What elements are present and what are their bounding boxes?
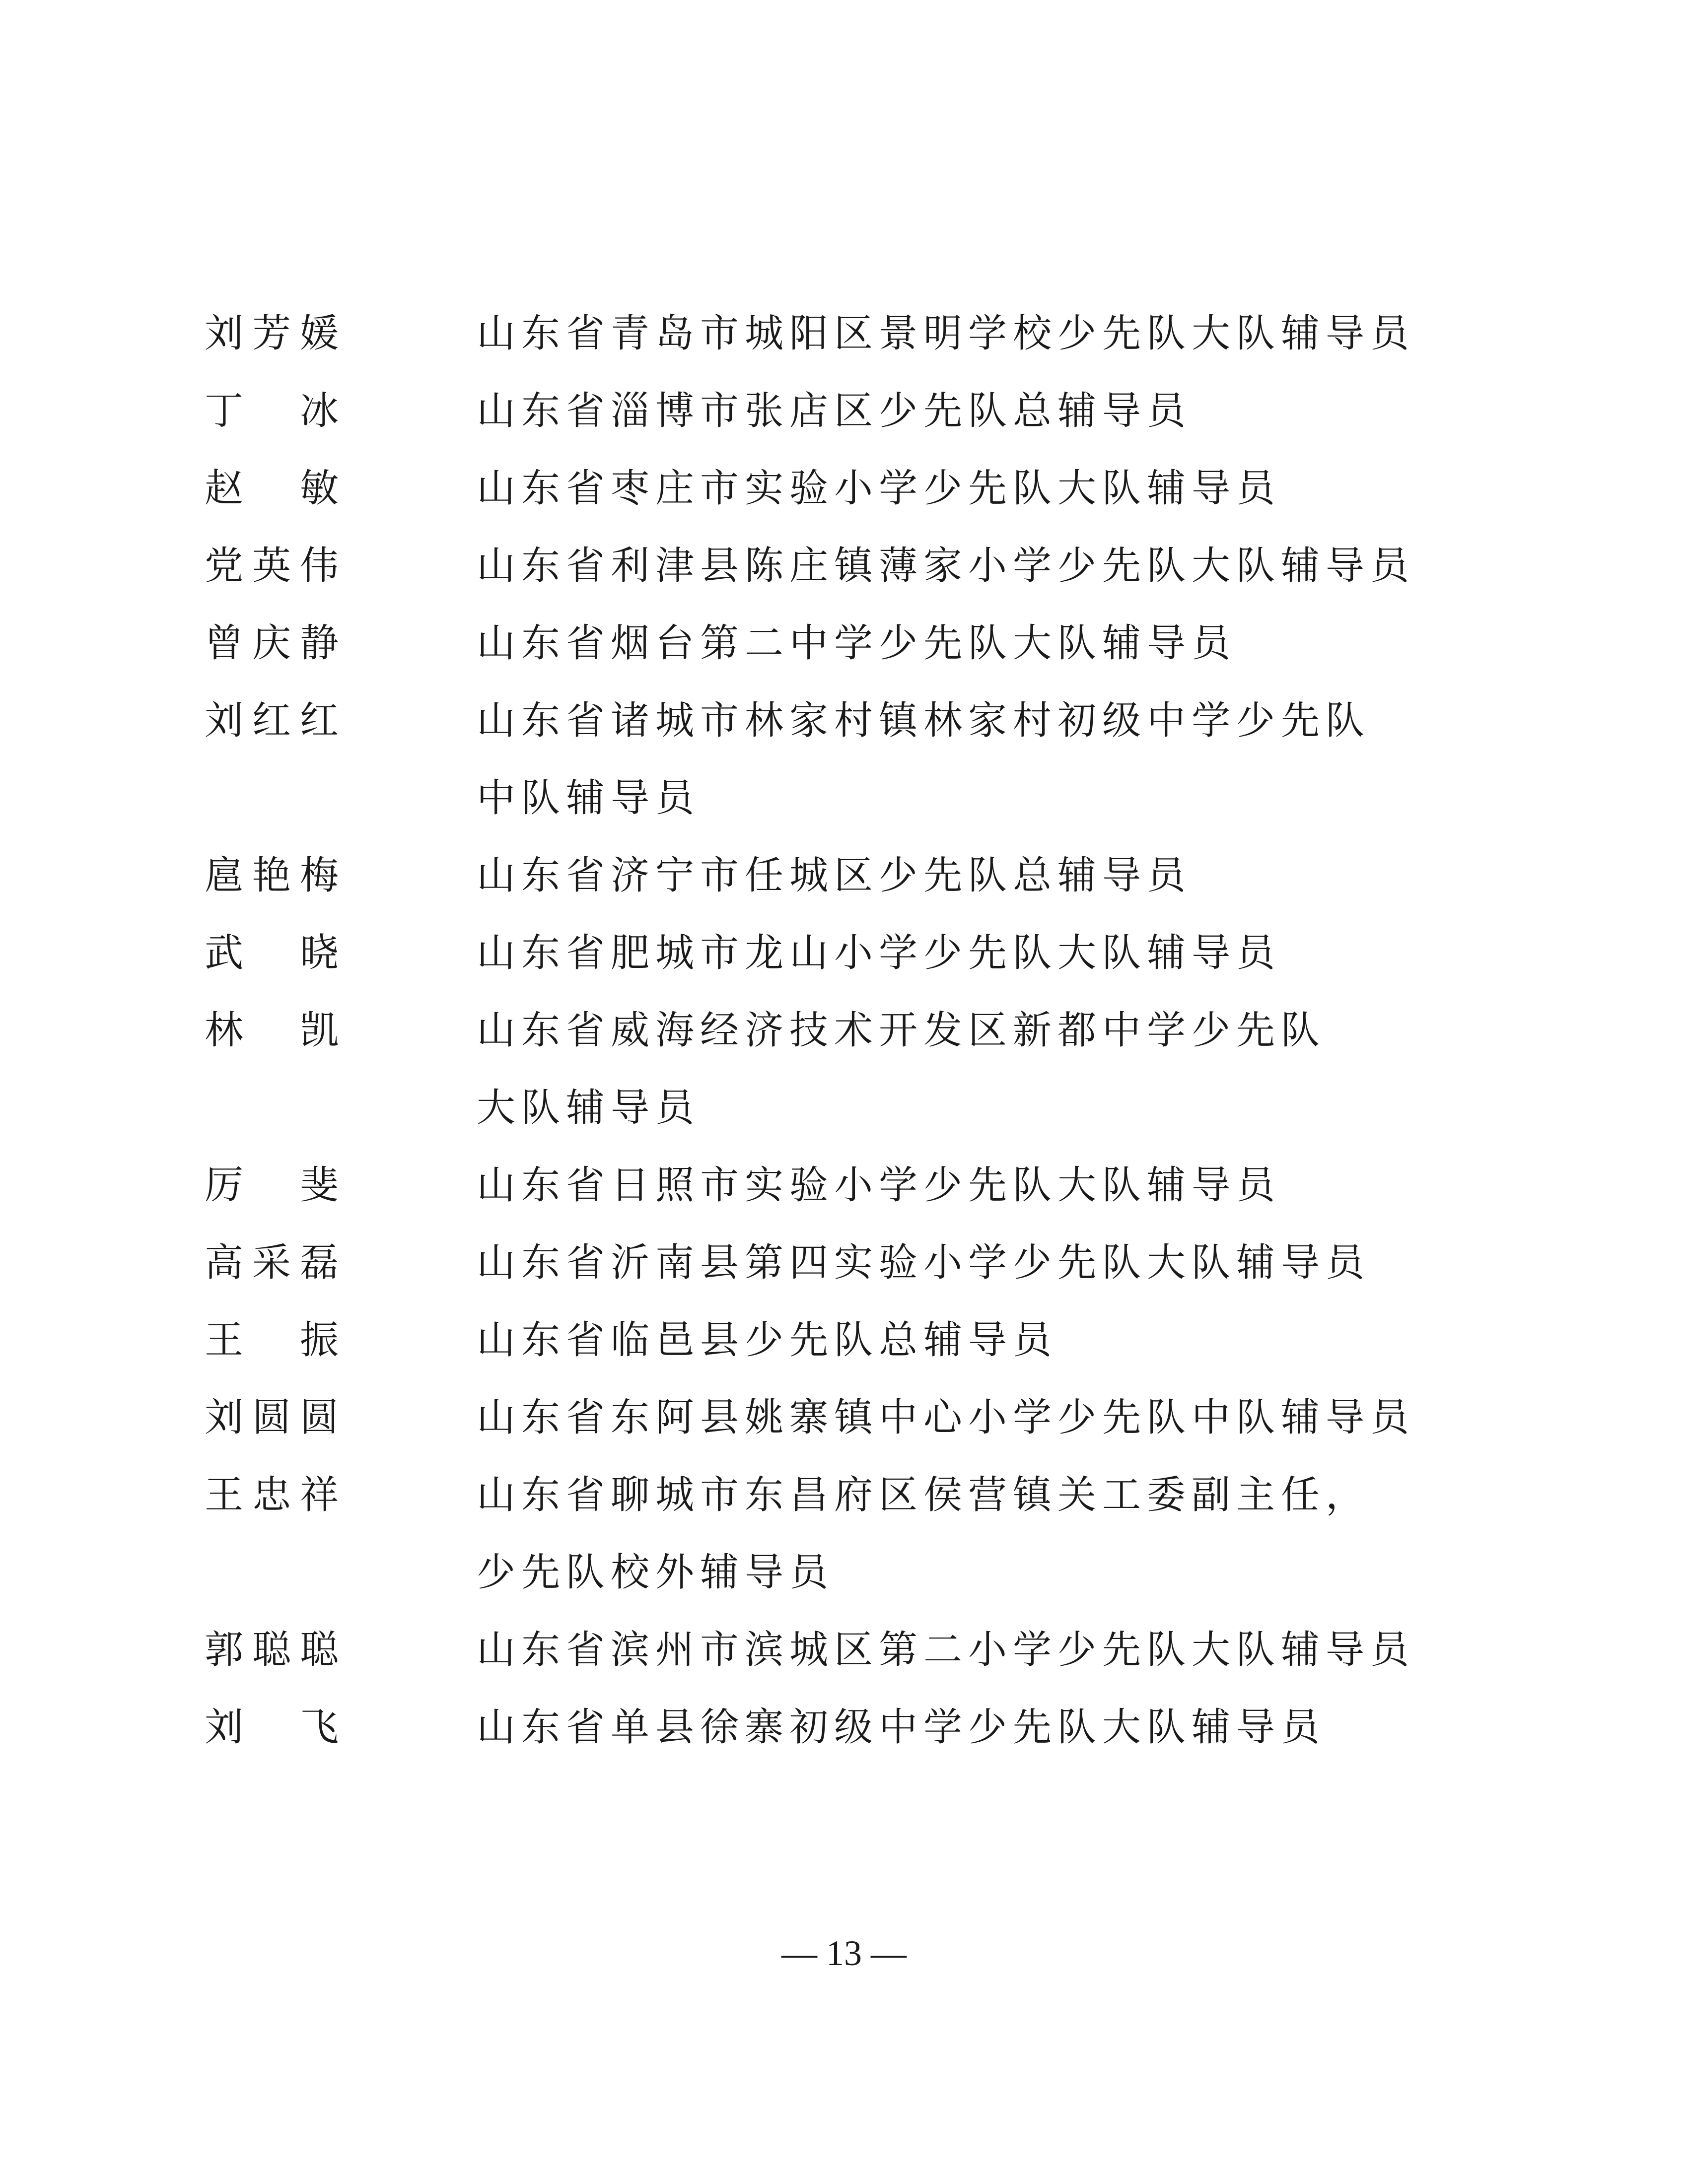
- name-char: 凯: [299, 1008, 339, 1053]
- name-char: 刘: [205, 1395, 244, 1440]
- name-char: 冰: [299, 389, 339, 433]
- honoree-organization: 山东省诸城市林家村镇林家村初级中学少先队: [477, 698, 1371, 743]
- name-char: 扈: [205, 853, 244, 898]
- honoree-organization: 山东省日照市实验小学少先队大队辅导员: [477, 1163, 1281, 1208]
- honoree-organization: 山东省威海经济技术开发区新都中学少先队: [477, 1008, 1326, 1053]
- name-char: 斐: [299, 1163, 339, 1208]
- name-char: 采: [252, 1240, 291, 1285]
- name-char: 梅: [299, 853, 339, 898]
- honoree-organization: 山东省东阿县姚寨镇中心小学少先队中队辅导员: [477, 1395, 1415, 1440]
- name-char: 丁: [205, 389, 244, 433]
- name-char: 厉: [205, 1163, 244, 1208]
- honoree-name: [205, 928, 339, 978]
- honoree-organization-continued: 少先队校外辅导员: [477, 1550, 835, 1595]
- name-char: 刘: [205, 1705, 244, 1750]
- honoree-name: [205, 1160, 339, 1210]
- name-char: 红: [252, 698, 291, 743]
- honoree-organization: 山东省枣庄市实验小学少先队大队辅导员: [477, 466, 1281, 511]
- name-char: 圆: [299, 1395, 339, 1440]
- honoree-organization: 山东省聊城市东昌府区侯营镇关工委副主任，: [477, 1473, 1371, 1517]
- honoree-name: [205, 1703, 339, 1752]
- name-char: 媛: [299, 311, 339, 356]
- page-number: — 13 —: [781, 1933, 907, 1973]
- honoree-name: [205, 1238, 339, 1288]
- name-char: 庆: [252, 621, 291, 666]
- name-char: 曾: [205, 621, 244, 666]
- honoree-name: [205, 1006, 339, 1055]
- honoree-organization: 山东省单县徐寨初级中学少先队大队辅导员: [477, 1705, 1326, 1750]
- honoree-organization: 山东省淄博市张店区少先队总辅导员: [477, 389, 1192, 433]
- honoree-name: [205, 541, 339, 591]
- name-char: 伟: [299, 544, 339, 588]
- honoree-organization: 山东省临邑县少先队总辅导员: [477, 1318, 1058, 1363]
- name-char: 赵: [205, 466, 244, 511]
- name-char: 红: [299, 698, 339, 743]
- honoree-organization: 山东省济宁市任城区少先队总辅导员: [477, 853, 1192, 898]
- honoree-organization: 山东省利津县陈庄镇薄家小学少先队大队辅导员: [477, 544, 1415, 588]
- name-char: 祥: [299, 1473, 339, 1517]
- name-char: 武: [205, 931, 244, 975]
- honoree-name: [205, 464, 339, 513]
- honoree-name: [205, 696, 339, 746]
- honoree-name: [205, 1625, 339, 1675]
- honoree-name: [205, 309, 339, 358]
- name-char: 刘: [205, 311, 244, 356]
- honoree-organization: 山东省滨州市滨城区第二小学少先队大队辅导员: [477, 1628, 1415, 1672]
- honoree-organization-continued: 中队辅导员: [477, 776, 701, 820]
- name-char: 忠: [252, 1473, 291, 1517]
- name-char: 圆: [252, 1395, 291, 1440]
- honoree-name: [205, 618, 339, 668]
- name-char: 聪: [252, 1628, 291, 1672]
- honoree-name: [205, 386, 339, 436]
- honoree-name: [205, 851, 339, 900]
- name-char: 敏: [299, 466, 339, 511]
- name-char: 英: [252, 544, 291, 588]
- name-char: 磊: [299, 1240, 339, 1285]
- name-char: 高: [205, 1240, 244, 1285]
- honoree-organization-continued: 大队辅导员: [477, 1086, 701, 1130]
- name-char: 晓: [299, 931, 339, 975]
- honoree-name: [205, 1393, 339, 1442]
- name-char: 静: [299, 621, 339, 666]
- honoree-organization: 山东省烟台第二中学少先队大队辅导员: [477, 621, 1237, 666]
- name-char: 振: [299, 1318, 339, 1363]
- name-char: 郭: [205, 1628, 244, 1672]
- name-char: 王: [205, 1318, 244, 1363]
- honoree-organization: 山东省肥城市龙山小学少先队大队辅导员: [477, 931, 1281, 975]
- honoree-organization: 山东省青岛市城阳区景明学校少先队大队辅导员: [477, 311, 1415, 356]
- name-char: 王: [205, 1473, 244, 1517]
- honoree-organization: 山东省沂南县第四实验小学少先队大队辅导员: [477, 1240, 1371, 1285]
- honoree-name: [205, 1470, 339, 1520]
- name-char: 聪: [299, 1628, 339, 1672]
- name-char: 刘: [205, 698, 244, 743]
- name-char: 林: [205, 1008, 244, 1053]
- name-char: 党: [205, 544, 244, 588]
- honoree-name: [205, 1315, 339, 1365]
- name-char: 芳: [252, 311, 291, 356]
- name-char: 飞: [299, 1705, 339, 1750]
- name-char: 艳: [252, 853, 291, 898]
